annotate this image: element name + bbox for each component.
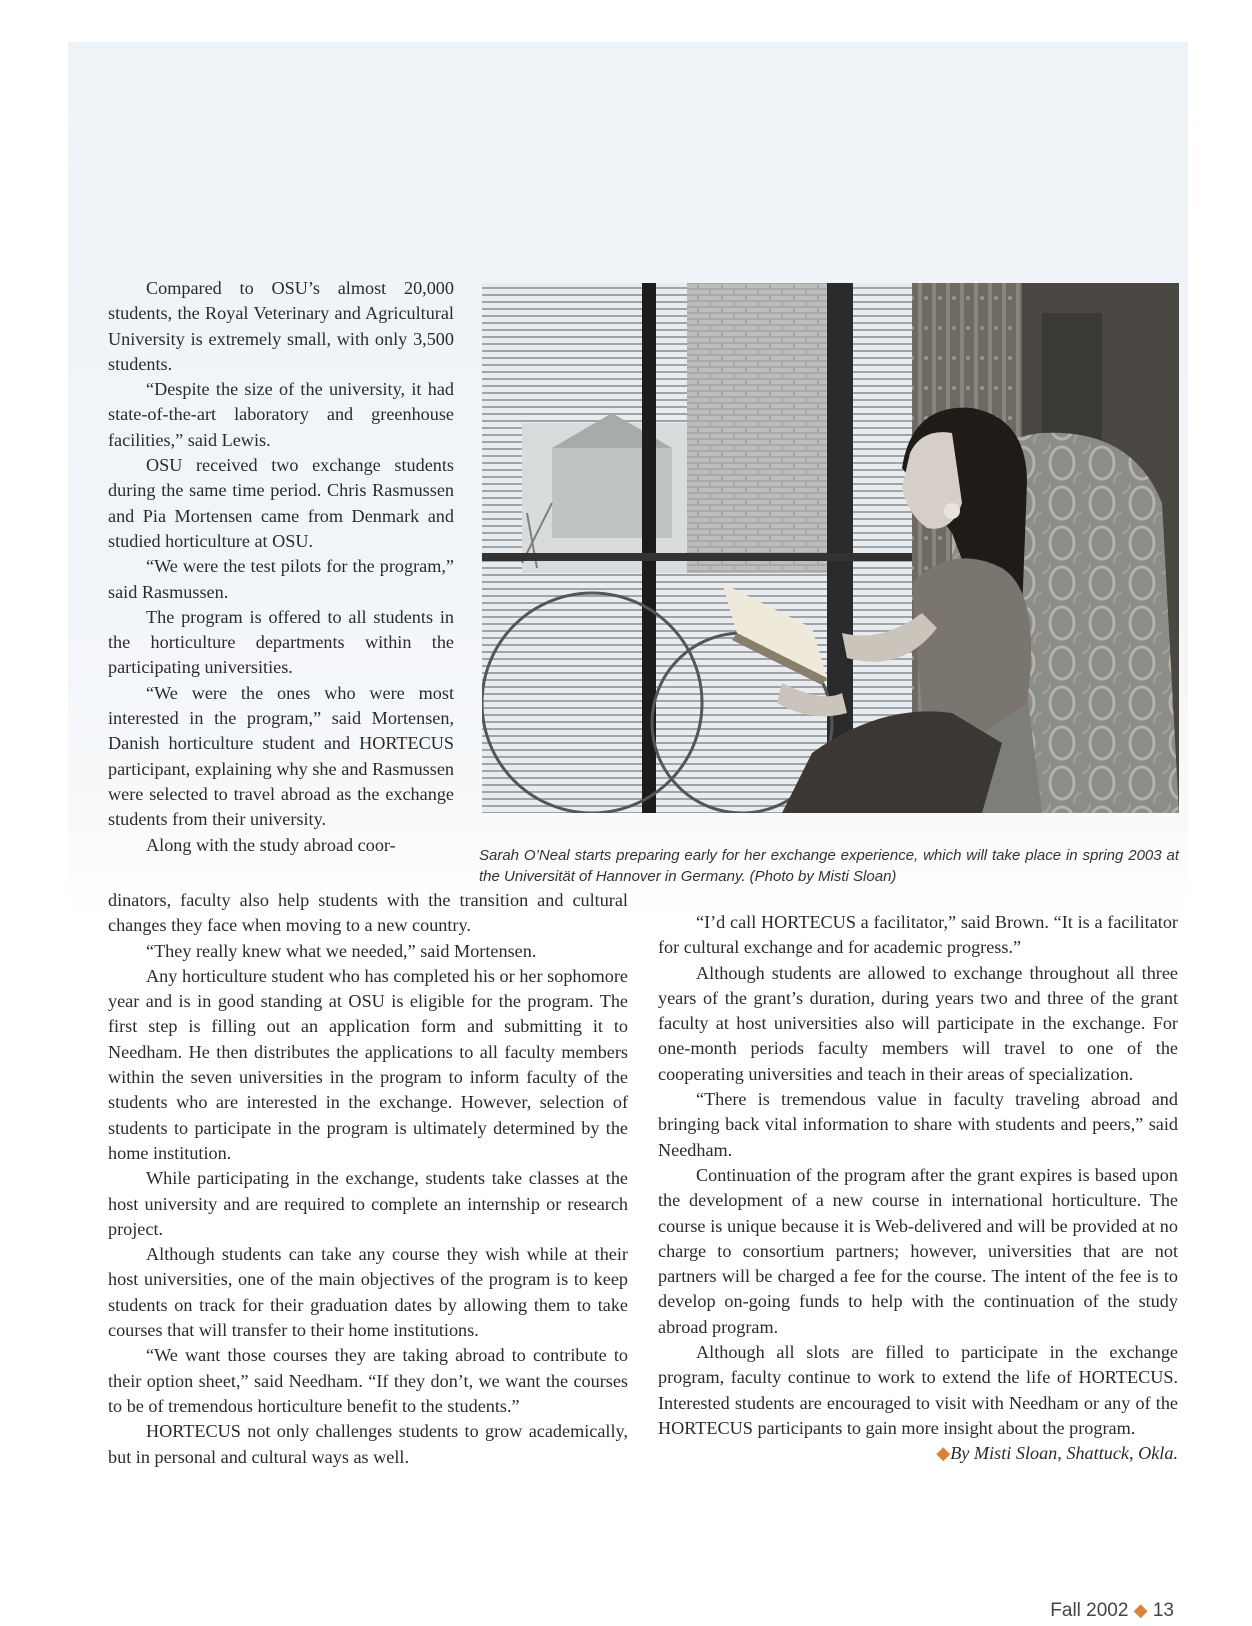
article-photo bbox=[482, 283, 1179, 813]
paragraph: Compared to OSU’s almost 20,000 students, the Royal Veterinary and Agricultural University is extremely small, with only 3,500 students. bbox=[108, 278, 454, 374]
paragraph: While participating in the exchange, students take classes at the host university and are required to complete an internship or research project. bbox=[108, 1168, 628, 1239]
photo-reading-woman-by-window bbox=[482, 283, 1179, 813]
article-column-right bbox=[658, 910, 1178, 1467]
paragraph: Continuation of the program after the grant expires is based upon the development of a new course in international horticulture. The course is unique because it is Web-delivered and will be provided at no charge to consortium partners; however, universities that are not partners will be charged a fee for the course. The intent of the fee is to develop on-going funds to help with the continuation of the study abroad program. bbox=[658, 1164, 1178, 1337]
paragraph: The program is offered to all students in the horticulture departments within the participating universities. bbox=[108, 606, 454, 678]
paragraph: “We were the test pilots for the program,” said Rasmussen. bbox=[108, 556, 454, 602]
paragraph: Although students are allowed to exchange throughout all three years of the grant’s duration, during years two and three of the grant faculty at host universities also will participate in the exchange. For one-month periods faculty members will travel to one of the cooperating universities and teach in their areas of specialization. bbox=[658, 962, 1178, 1084]
article-column-bottom-left bbox=[108, 888, 628, 1470]
paragraph: “They really knew what we needed,” said Mortensen. bbox=[146, 940, 537, 961]
paragraph: OSU received two exchange students during the same time period. Chris Rasmussen and Pia Mortensen came from Denmark and studied horticulture at OSU. bbox=[108, 455, 454, 551]
paragraph: Although all slots are filled to participate in the exchange program, faculty continue to work to extend the life of HORTECUS. Interested students are encouraged to visit with Needham or any of the HORTECUS participants to gain more insight about the program. bbox=[658, 1342, 1178, 1438]
paragraph-continuation: dinators, faculty also help students with the transition and cultural changes they face when moving to a new country. bbox=[108, 890, 628, 936]
paragraph: Although students can take any course they wish while at their host universities, one of the main objectives of the program is to keep students on track for their graduation dates by allowing them to take courses that will transfer to their home institutions. bbox=[108, 1244, 628, 1341]
paragraph: “We were the ones who were most interested in the program,” said Mortensen, Danish horticulture student and HORTECUS participant, explaining why she and Rasmussen were selected to travel abroad as the exchange students from their university. bbox=[108, 682, 454, 830]
paragraph: Along with the study abroad coor- bbox=[146, 834, 396, 855]
paragraph: Any horticulture student who has completed his or her sophomore year and is in good standing at OSU is eligible for the program. The first step is filling out an application form and submitting it to Needham. He then distributes the applications to all faculty members within the seven universities in the program to inform faculty of the students who are interested in the exchange. However, selection of students to participate in the program is ultimately determined by the home institution. bbox=[108, 965, 628, 1163]
page-number: 13 bbox=[1152, 1600, 1174, 1621]
diamond-icon: ◆ bbox=[936, 1443, 951, 1464]
issue-label: Fall 2002 bbox=[1050, 1600, 1129, 1621]
paragraph: HORTECUS not only challenges students to grow academically, but in personal and cultural ways as well. bbox=[108, 1421, 628, 1467]
paragraph: “I’d call HORTECUS a facilitator,” said Brown. “It is a facilitator for cultural exchange and for academic progress.” bbox=[658, 912, 1178, 958]
diamond-icon: ◆ bbox=[1133, 1600, 1148, 1620]
article-column-top-left bbox=[108, 276, 454, 858]
paragraph: “We want those courses they are taking abroad to contribute to their option sheet,” said Needham. “If they don’t, we want the courses to be of tremendous horticulture benefit to the students.” bbox=[108, 1345, 628, 1416]
paragraph: “There is tremendous value in faculty traveling abroad and bringing back vital information to share with students and peers,” said Needham. bbox=[658, 1089, 1178, 1160]
page-footer bbox=[1050, 1600, 1174, 1622]
paragraph: “Despite the size of the university, it had state-of-the-art laboratory and greenhouse facilities,” said Lewis. bbox=[108, 379, 454, 450]
byline-text: By Misti Sloan, Shattuck, Okla. bbox=[950, 1443, 1178, 1464]
author-byline bbox=[658, 1441, 1178, 1466]
photo-caption: Sarah O’Neal starts preparing early for her exchange experience, which will take place in spring 2003 at the Universität of Hannover in Germany. (Photo by Misti Sloan) bbox=[479, 847, 1179, 885]
